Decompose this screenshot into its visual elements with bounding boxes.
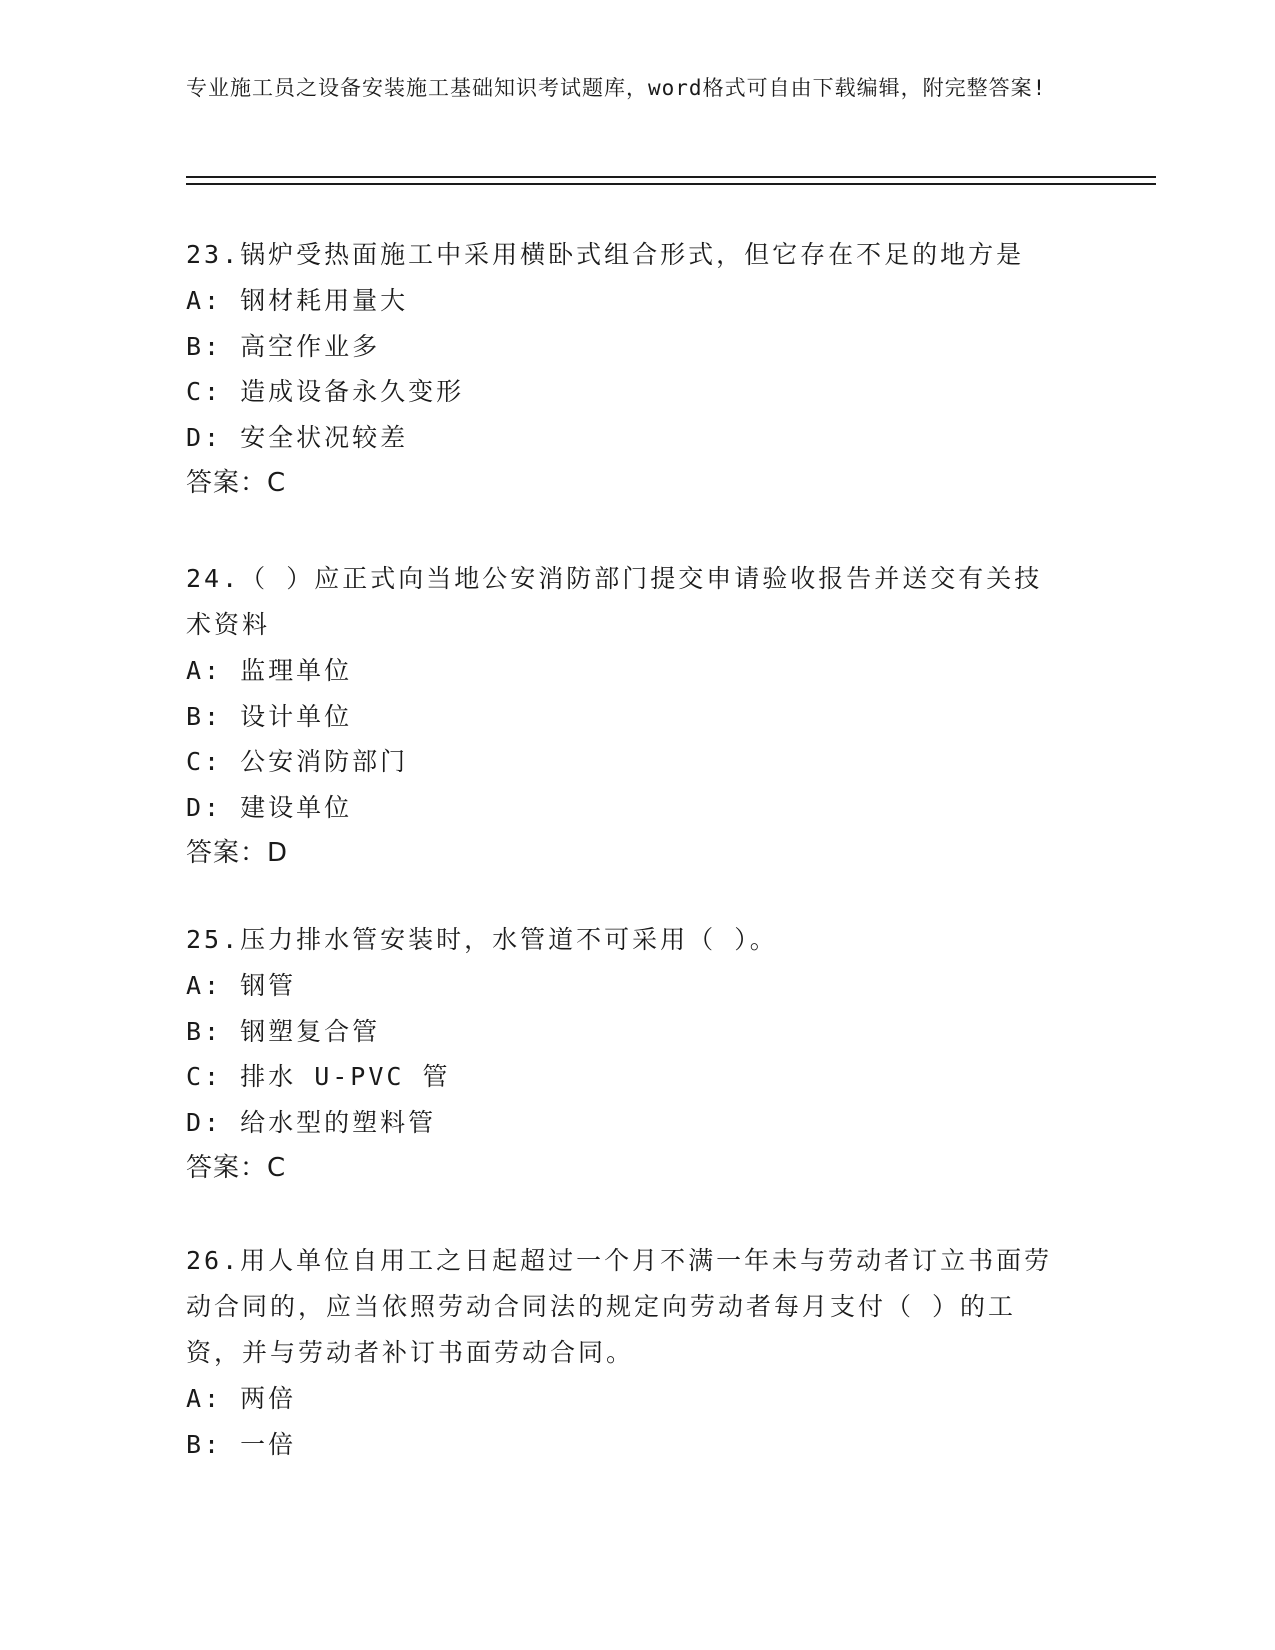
option-d: D: 安全状况较差	[186, 422, 409, 452]
document-header	[186, 72, 1066, 104]
header-text: 专业施工员之设备安装施工基础知识考试题库，word格式可自由下载编辑，附完整答案!	[186, 76, 1047, 100]
question-26	[186, 1238, 1066, 1467]
answer: 答案：C	[186, 468, 287, 498]
option-d: D: 给水型的塑料管	[186, 1107, 437, 1137]
question-24	[186, 556, 1066, 876]
option-b: B: 高空作业多	[186, 331, 381, 361]
option-b: B: 钢塑复合管	[186, 1016, 381, 1046]
header-divider-bottom	[186, 183, 1156, 185]
option-c: C: 造成设备永久变形	[186, 377, 465, 406]
question-23	[186, 232, 1066, 506]
option-b: B: 设计单位	[186, 701, 353, 731]
option-a: A: 钢材耗用量大	[186, 286, 409, 315]
option-a: A: 钢管	[186, 971, 297, 1000]
question-stem: 26.用人单位自用工之日起超过一个月不满一年未与劳动者订立书面劳动合同的，应当依照劳动合同法的规定向劳动者每月支付（ ）的工资，并与劳动者补订书面劳动合同。	[186, 1246, 1053, 1367]
question-25	[186, 917, 1066, 1191]
option-c: C: 排水 U-PVC 管	[186, 1062, 451, 1091]
question-stem: 23.锅炉受热面施工中采用横卧式组合形式，但它存在不足的地方是	[186, 240, 1025, 269]
answer: 答案：C	[186, 1153, 287, 1183]
option-b: B: 一倍	[186, 1429, 297, 1459]
answer: 答案：D	[186, 838, 289, 868]
question-stem: 24.（ ）应正式向当地公安消防部门提交申请验收报告并送交有关技术资料	[186, 564, 1043, 639]
question-stem: 25.压力排水管安装时，水管道不可采用（ ）。	[186, 925, 778, 954]
header-divider-top	[186, 176, 1156, 178]
option-a: A: 两倍	[186, 1384, 297, 1413]
option-c: C: 公安消防部门	[186, 747, 409, 776]
option-d: D: 建设单位	[186, 792, 353, 822]
option-a: A: 监理单位	[186, 656, 353, 685]
